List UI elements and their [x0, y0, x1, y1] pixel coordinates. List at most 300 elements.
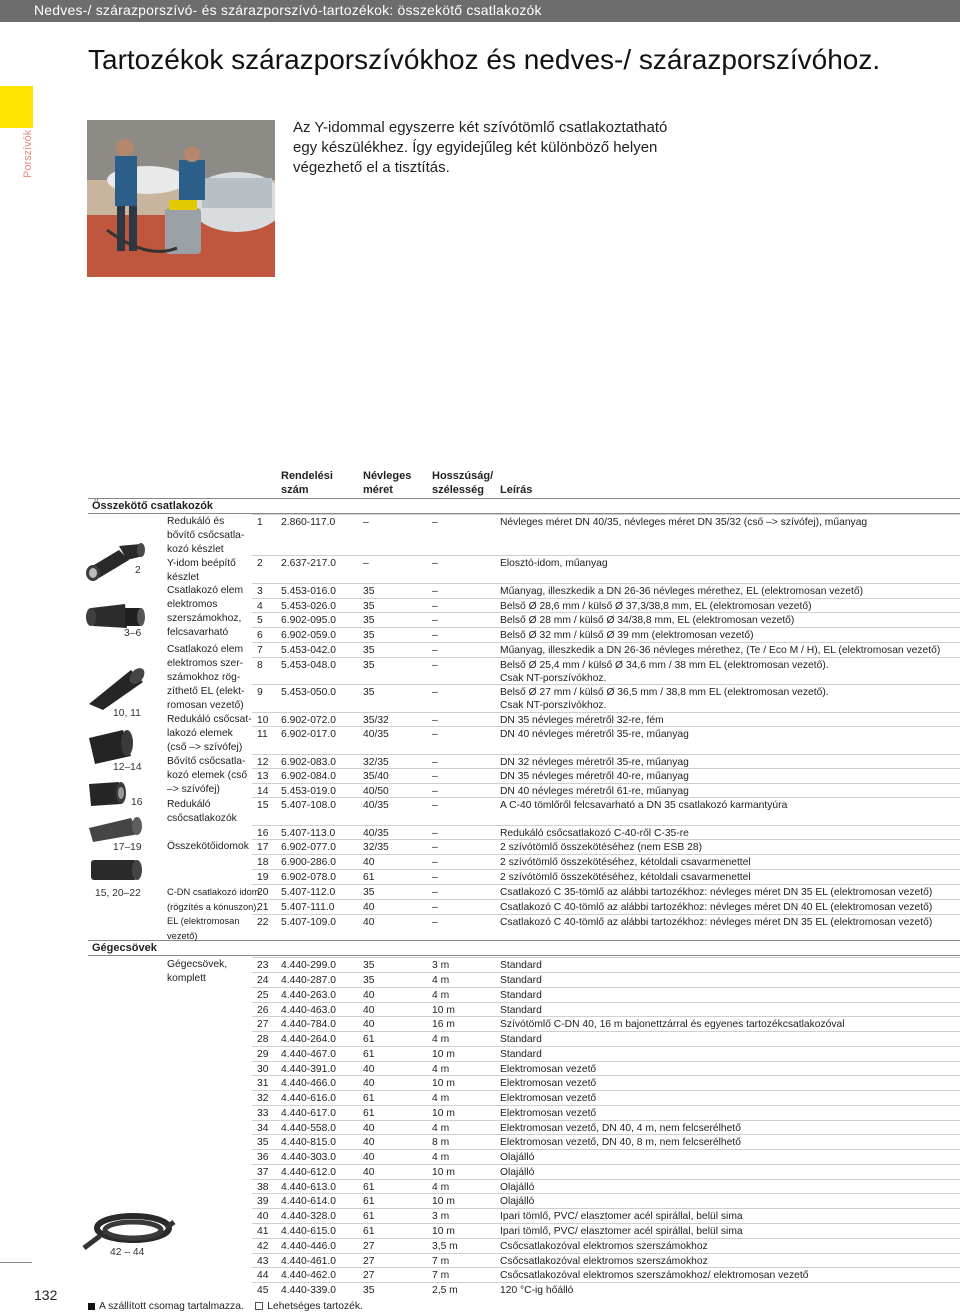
- header-rule: [88, 498, 960, 499]
- row-divider: [252, 825, 960, 826]
- nominal-size-cell: 32/35: [363, 842, 389, 853]
- order-number-cell: 6.902-083.0: [281, 757, 336, 768]
- row-divider: [252, 1134, 960, 1135]
- group-label: [167, 515, 244, 557]
- order-number-cell: 4.440-613.0: [281, 1182, 336, 1193]
- row-divider: [252, 1046, 960, 1047]
- description-cell: Műanyag, illeszkedik a DN 26-36 névleges mérethez, EL (elektromosan vezető): [500, 586, 864, 597]
- length-cell: 10 m: [432, 1226, 455, 1237]
- image-label: 12–14: [113, 762, 142, 773]
- length-cell: 7 m: [432, 1256, 450, 1267]
- description-cell: DN 40 névleges méretről 35-re, műanyag: [500, 729, 689, 740]
- nominal-size-cell: 40: [363, 1078, 375, 1089]
- top-bar: [0, 0, 960, 22]
- order-number-cell: 2.637-217.0: [281, 558, 336, 569]
- order-number-cell: 4.440-466.0: [281, 1078, 336, 1089]
- description-cell: Csatlakozó C 40-tömlő az alábbi tartozékhoz: névleges méret DN 40 EL (elektromosan vezető): [500, 902, 933, 913]
- description-cell: Standard: [500, 960, 542, 971]
- row-divider: [252, 1105, 960, 1106]
- col-size-header: [363, 469, 411, 497]
- description-cell: DN 35 névleges méretről 40-re, műanyag: [500, 771, 689, 782]
- order-number-cell: 4.440-462.0: [281, 1270, 336, 1281]
- length-cell: 3,5 m: [432, 1241, 458, 1252]
- row-divider: [252, 514, 960, 515]
- col-order-header: [281, 469, 333, 497]
- group-label-line: elektromos szer-: [167, 658, 244, 669]
- order-number-cell: 4.440-784.0: [281, 1019, 336, 1030]
- item-number-cell: 3: [257, 586, 263, 597]
- length-cell: –: [432, 615, 438, 626]
- order-number-cell: 4.440-339.0: [281, 1285, 336, 1296]
- length-cell: 8 m: [432, 1137, 450, 1148]
- description-cell: Elosztó-idom, műanyag: [500, 558, 608, 569]
- empty-square-icon: [255, 1302, 263, 1310]
- description-cell: Redukáló csőcsatlakozó C-40-ről C-35-re: [500, 828, 689, 839]
- description-cell: Műanyag, illeszkedik a DN 26-36 névleges mérethez, (Te / Eco M / H), EL (elektromosan vezető): [500, 645, 941, 656]
- group-label: [167, 885, 259, 943]
- item-number-cell: 31: [257, 1078, 269, 1089]
- order-number-cell: 4.440-617.0: [281, 1108, 336, 1119]
- order-number-cell: 4.440-615.0: [281, 1226, 336, 1237]
- length-cell: –: [432, 645, 438, 656]
- order-number-cell: 6.902-072.0: [281, 715, 336, 726]
- group-label-line: zíthető EL (elekt-: [167, 686, 245, 697]
- nominal-size-cell: –: [363, 558, 369, 569]
- row-divider: [252, 598, 960, 599]
- description-cell: Csőcsatlakozóval elektromos szerszámokhoz/ elektromosan vezető: [500, 1270, 809, 1281]
- description-cell: Belső Ø 32 mm / külső Ø 39 mm (elektromosan vezető): [500, 630, 754, 641]
- length-cell: 16 m: [432, 1019, 455, 1030]
- col-length-header-line1: Hosszúság/: [432, 470, 494, 482]
- row-divider: [252, 1238, 960, 1239]
- length-cell: –: [432, 715, 438, 726]
- nominal-size-cell: 40: [363, 917, 375, 928]
- order-number-cell: 4.440-558.0: [281, 1123, 336, 1134]
- group-label-line: Redukáló és: [167, 516, 225, 527]
- item-number-cell: 26: [257, 1005, 269, 1016]
- description-cell: Szívótömlő C-DN 40, 16 m bajonettzárral és egyenes tartozékcsatlakozóval: [500, 1019, 845, 1030]
- item-number-cell: 33: [257, 1108, 269, 1119]
- item-number-cell: 9: [257, 687, 263, 698]
- order-number-cell: 4.440-616.0: [281, 1093, 336, 1104]
- description-cell: Belső Ø 28,6 mm / külső Ø 37,3/38,8 mm, EL (elektromosan vezető): [500, 601, 812, 612]
- order-number-cell: 4.440-612.0: [281, 1167, 336, 1178]
- group-label-line: felcsavarható: [167, 627, 229, 638]
- row-divider: [252, 555, 960, 556]
- item-number-cell: 32: [257, 1093, 269, 1104]
- order-number-cell: 4.440-264.0: [281, 1034, 336, 1045]
- row-divider: [252, 1090, 960, 1091]
- accent-tab: [0, 86, 33, 128]
- image-label: 3–6: [124, 628, 142, 639]
- row-divider: [252, 1164, 960, 1165]
- nominal-size-cell: 27: [363, 1270, 375, 1281]
- item-number-cell: 16: [257, 828, 269, 839]
- description-cell: Elektromosan vezető: [500, 1108, 597, 1119]
- item-number-cell: 24: [257, 975, 269, 986]
- row-divider: [252, 712, 960, 713]
- description-cell: Elektromosan vezető, DN 40, 8 m, nem felcserélhető: [500, 1137, 741, 1148]
- row-divider: [252, 783, 960, 784]
- intro-line: Az Y-idommal egyszerre két szívótömlő csatlakoztatható: [293, 119, 668, 136]
- filled-square-icon: [88, 1303, 95, 1310]
- row-divider: [252, 1002, 960, 1003]
- description-cell: DN 40 névleges méretről 61-re, műanyag: [500, 786, 689, 797]
- group-label: [167, 958, 227, 986]
- nominal-size-cell: 35: [363, 601, 375, 612]
- group-label-line: (rögzítés a kónuszon),: [167, 901, 259, 912]
- row-divider: [252, 612, 960, 613]
- description-cell: 2 szívótömlő összekötéséhez, kétoldali csavarmenettel: [500, 872, 751, 883]
- image-label: 17–19: [113, 842, 142, 853]
- length-cell: 10 m: [432, 1005, 455, 1016]
- order-number-cell: 4.440-303.0: [281, 1152, 336, 1163]
- nominal-size-cell: 35: [363, 687, 375, 698]
- intro-line: végezhető el a tisztítás.: [293, 159, 450, 176]
- description-cell: Csak NT-porszívókhoz.: [500, 673, 607, 684]
- section-hoses: Gégecsövek: [92, 942, 157, 954]
- length-cell: –: [432, 800, 438, 811]
- order-number-cell: 4.440-287.0: [281, 975, 336, 986]
- nominal-size-cell: 61: [363, 1049, 375, 1060]
- connector-image: [85, 814, 147, 844]
- description-cell: Elektromosan vezető: [500, 1093, 597, 1104]
- group-label-line: C-DN csatlakozó idom: [167, 887, 260, 897]
- col-length-header: [432, 469, 493, 497]
- group-label-line: EL (elektromosan: [167, 916, 240, 926]
- row-divider: [252, 1179, 960, 1180]
- length-cell: –: [432, 828, 438, 839]
- item-number-cell: 35: [257, 1137, 269, 1148]
- order-number-cell: 6.902-084.0: [281, 771, 336, 782]
- group-label-line: kozó elemek (cső: [167, 770, 248, 781]
- nominal-size-cell: 61: [363, 1196, 375, 1207]
- nominal-size-cell: 40: [363, 902, 375, 913]
- item-number-cell: 15: [257, 800, 269, 811]
- nominal-size-cell: 40/35: [363, 729, 389, 740]
- nominal-size-cell: 61: [363, 1108, 375, 1119]
- group-label-line: romosan vezető): [167, 700, 244, 711]
- breadcrumb: Nedves-/ szárazporszívó- és szárazporszívó-tartozékok: összekötő csatlakozók: [34, 2, 542, 18]
- group-label-line: Y-idom beépítő: [167, 558, 236, 569]
- row-divider: [252, 914, 960, 915]
- description-cell: Standard: [500, 1005, 542, 1016]
- hose-reducer-image: [85, 776, 135, 810]
- description-cell: Olajálló: [500, 1182, 535, 1193]
- legend-supplied: A szállított csomag tartalmazza.: [99, 1301, 244, 1312]
- col-order-header-line2: szám: [281, 484, 309, 496]
- group-label-line: vezető): [167, 930, 198, 941]
- group-label-line: Csatlakozó elem: [167, 644, 244, 655]
- row-divider: [252, 869, 960, 870]
- item-number-cell: 10: [257, 715, 269, 726]
- length-cell: –: [432, 771, 438, 782]
- length-cell: 7 m: [432, 1270, 450, 1281]
- nominal-size-cell: 35: [363, 887, 375, 898]
- nominal-size-cell: 61: [363, 1211, 375, 1222]
- length-cell: 10 m: [432, 1108, 455, 1119]
- nominal-size-cell: 35: [363, 586, 375, 597]
- description-cell: Olajálló: [500, 1167, 535, 1178]
- section-connectors: Összekötő csatlakozók: [92, 500, 214, 512]
- item-number-cell: 18: [257, 857, 269, 868]
- length-cell: –: [432, 917, 438, 928]
- group-label-line: Bővítő csőcsatla-: [167, 756, 246, 767]
- c-dn-connector-image: [85, 850, 147, 890]
- order-number-cell: 5.453-019.0: [281, 786, 336, 797]
- length-cell: 4 m: [432, 1152, 450, 1163]
- group-label-line: (cső –> szívófej): [167, 742, 243, 753]
- nominal-size-cell: 40/35: [363, 800, 389, 811]
- image-label: 10, 11: [113, 708, 141, 719]
- row-divider: [252, 1282, 960, 1283]
- group-label: [167, 584, 243, 640]
- order-number-cell: 6.902-077.0: [281, 842, 336, 853]
- col-desc-header: Leírás: [500, 484, 533, 496]
- item-number-cell: 2: [257, 558, 263, 569]
- side-section-label: Porszívók: [22, 129, 34, 178]
- length-cell: 2,5 m: [432, 1285, 458, 1296]
- description-cell: Elektromosan vezető: [500, 1078, 597, 1089]
- length-cell: –: [432, 757, 438, 768]
- item-number-cell: 12: [257, 757, 269, 768]
- length-cell: 10 m: [432, 1167, 455, 1178]
- length-cell: 10 m: [432, 1049, 455, 1060]
- description-cell: DN 35 névleges méretről 32-re, fém: [500, 715, 664, 726]
- group-label-line: Redukáló csőcsat-: [167, 714, 252, 725]
- nominal-size-cell: 61: [363, 1034, 375, 1045]
- item-number-cell: 22: [257, 917, 269, 928]
- item-number-cell: 7: [257, 645, 263, 656]
- item-number-cell: 21: [257, 902, 269, 913]
- length-cell: –: [432, 558, 438, 569]
- length-cell: 4 m: [432, 1182, 450, 1193]
- footer-legend: [88, 1301, 363, 1312]
- order-number-cell: 4.440-299.0: [281, 960, 336, 971]
- group-label-line: készlet: [167, 572, 200, 583]
- description-cell: Standard: [500, 990, 542, 1001]
- order-number-cell: 4.440-328.0: [281, 1211, 336, 1222]
- description-cell: Standard: [500, 1034, 542, 1045]
- length-cell: –: [432, 660, 438, 671]
- description-cell: Ipari tömlő, PVC/ elasztomer acél spirállal, belül sima: [500, 1226, 743, 1237]
- legend-possible: Lehetséges tartozék.: [267, 1301, 363, 1312]
- row-divider: [252, 1149, 960, 1150]
- nominal-size-cell: 40: [363, 1005, 375, 1016]
- length-cell: –: [432, 842, 438, 853]
- description-cell: Névleges méret DN 40/35, névleges méret DN 35/32 (cső –> szívófej), műanyag: [500, 517, 868, 528]
- length-cell: 4 m: [432, 1123, 450, 1134]
- group-label: [167, 798, 237, 826]
- item-number-cell: 38: [257, 1182, 269, 1193]
- description-cell: Ipari tömlő, PVC/ elasztomer acél spirállal, belül sima: [500, 1211, 743, 1222]
- description-cell: Csak NT-porszívókhoz.: [500, 700, 607, 711]
- item-number-cell: 45: [257, 1285, 269, 1296]
- description-cell: Standard: [500, 1049, 542, 1060]
- nominal-size-cell: 40: [363, 990, 375, 1001]
- order-number-cell: 5.453-042.0: [281, 645, 336, 656]
- item-number-cell: 5: [257, 615, 263, 626]
- col-length-header-line2: szélesség: [432, 484, 484, 496]
- length-cell: 10 m: [432, 1078, 455, 1089]
- order-number-cell: 6.902-059.0: [281, 630, 336, 641]
- nominal-size-cell: 32/35: [363, 757, 389, 768]
- length-cell: –: [432, 630, 438, 641]
- group-label: [167, 755, 247, 797]
- group-label: [167, 713, 252, 755]
- order-number-cell: 6.902-095.0: [281, 615, 336, 626]
- length-cell: –: [432, 517, 438, 528]
- row-divider: [252, 797, 960, 798]
- length-cell: 4 m: [432, 975, 450, 986]
- item-number-cell: 34: [257, 1123, 269, 1134]
- row-divider: [252, 899, 960, 900]
- item-number-cell: 30: [257, 1064, 269, 1075]
- group-label-line: számokhoz rög-: [167, 672, 241, 683]
- nominal-size-cell: 35: [363, 630, 375, 641]
- length-cell: –: [432, 902, 438, 913]
- item-number-cell: 14: [257, 786, 269, 797]
- nominal-size-cell: 35: [363, 975, 375, 986]
- item-number-cell: 13: [257, 771, 269, 782]
- item-number-cell: 42: [257, 1241, 269, 1252]
- group-label: [167, 557, 236, 585]
- product-photo: [87, 120, 275, 277]
- nominal-size-cell: 61: [363, 1093, 375, 1104]
- order-number-cell: 4.440-463.0: [281, 1005, 336, 1016]
- description-cell: A C-40 tömlőről felcsavarható a DN 35 csatlakozó karmantyúra: [500, 800, 788, 811]
- row-divider: [252, 854, 960, 855]
- group-label-line: Összekötőidomok: [167, 841, 249, 852]
- section-rule: [88, 955, 960, 956]
- order-number-cell: 5.453-016.0: [281, 586, 336, 597]
- item-number-cell: 29: [257, 1049, 269, 1060]
- order-number-cell: 4.440-391.0: [281, 1064, 336, 1075]
- nominal-size-cell: 40: [363, 1064, 375, 1075]
- description-cell: Olajálló: [500, 1152, 535, 1163]
- item-number-cell: 41: [257, 1226, 269, 1237]
- nominal-size-cell: 35: [363, 615, 375, 626]
- order-number-cell: 2.860-117.0: [281, 517, 336, 528]
- row-divider: [252, 657, 960, 658]
- group-label-line: lakozó elemek: [167, 728, 233, 739]
- page-number-rule: [0, 1262, 32, 1263]
- length-cell: –: [432, 857, 438, 868]
- length-cell: –: [432, 729, 438, 740]
- row-divider: [252, 754, 960, 755]
- group-label-line: kozó készlet: [167, 544, 224, 555]
- order-number-cell: 5.453-048.0: [281, 660, 336, 671]
- group-label-line: Gégecsövek,: [167, 959, 228, 970]
- intro-line: egy készülékhez. Így egyidejűleg két különböző helyen: [293, 139, 658, 156]
- item-number-cell: 6: [257, 630, 263, 641]
- page-number: 132: [34, 1287, 58, 1303]
- length-cell: –: [432, 687, 438, 698]
- image-label: 42 – 44: [110, 1247, 145, 1258]
- row-divider: [252, 627, 960, 628]
- description-cell: Belső Ø 27 mm / külső Ø 36,5 mm / 38,8 mm EL (elektromosan vezető).: [500, 687, 829, 698]
- nominal-size-cell: 35: [363, 660, 375, 671]
- order-number-cell: 4.440-461.0: [281, 1256, 336, 1267]
- intro-text: [293, 118, 713, 178]
- length-cell: 4 m: [432, 990, 450, 1001]
- description-cell: Standard: [500, 975, 542, 986]
- item-number-cell: 40: [257, 1211, 269, 1222]
- description-cell: Belső Ø 28 mm / külső Ø 34/38,8 mm, EL (elektromosan vezető): [500, 615, 795, 626]
- row-divider: [252, 642, 960, 643]
- length-cell: 4 m: [432, 1064, 450, 1075]
- order-number-cell: 5.407-113.0: [281, 828, 336, 839]
- item-number-cell: 11: [257, 729, 268, 740]
- row-divider: [252, 957, 960, 958]
- row-divider: [252, 839, 960, 840]
- item-number-cell: 37: [257, 1167, 269, 1178]
- description-cell: Csatlakozó C 35-tömlő az alábbi tartozékhoz: névleges méret DN 35 EL (elektromosan vezető): [500, 887, 933, 898]
- item-number-cell: 44: [257, 1270, 269, 1281]
- row-divider: [252, 884, 960, 885]
- row-divider: [252, 583, 960, 584]
- image-label: 2: [135, 565, 141, 576]
- length-cell: 3 m: [432, 1211, 450, 1222]
- order-number-cell: 5.407-111.0: [281, 902, 335, 913]
- row-divider: [252, 1031, 960, 1032]
- nominal-size-cell: 40: [363, 1123, 375, 1134]
- order-number-cell: 5.453-050.0: [281, 687, 336, 698]
- row-divider: [252, 1061, 960, 1062]
- description-cell: 2 szívótömlő összekötéséhez (nem ESB 28): [500, 842, 703, 853]
- item-number-cell: 1: [257, 517, 263, 528]
- item-number-cell: 17: [257, 842, 269, 853]
- order-number-cell: 6.900-286.0: [281, 857, 336, 868]
- order-number-cell: 4.440-446.0: [281, 1241, 336, 1252]
- row-divider: [252, 768, 960, 769]
- row-divider: [252, 1223, 960, 1224]
- order-number-cell: 6.902-017.0: [281, 729, 336, 740]
- row-divider: [252, 1075, 960, 1076]
- image-label: 15, 20–22: [95, 888, 141, 899]
- nominal-size-cell: 40/35: [363, 828, 389, 839]
- group-label-line: komplett: [167, 973, 206, 984]
- item-number-cell: 4: [257, 601, 263, 612]
- nominal-size-cell: 35/32: [363, 715, 389, 726]
- nominal-size-cell: 27: [363, 1241, 375, 1252]
- row-divider: [252, 972, 960, 973]
- description-cell: Olajálló: [500, 1196, 535, 1207]
- item-number-cell: 20: [257, 887, 269, 898]
- reducer-image: [85, 664, 147, 712]
- group-label: [167, 643, 244, 713]
- order-number-cell: 4.440-614.0: [281, 1196, 336, 1207]
- description-cell: DN 32 névleges méretről 35-re, műanyag: [500, 757, 689, 768]
- item-number-cell: 19: [257, 872, 269, 883]
- order-number-cell: 5.407-112.0: [281, 887, 336, 898]
- nominal-size-cell: 35: [363, 1285, 375, 1296]
- nominal-size-cell: 40: [363, 1019, 375, 1030]
- group-label-line: szerszámokhoz,: [167, 613, 242, 624]
- group-label-line: Redukáló: [167, 799, 211, 810]
- row-divider: [252, 1208, 960, 1209]
- description-cell: 2 szívótömlő összekötéséhez, kétoldali csavarmenettel: [500, 857, 751, 868]
- order-number-cell: 5.407-108.0: [281, 800, 336, 811]
- group-label-line: –> szívófej): [167, 784, 220, 795]
- nominal-size-cell: 40: [363, 1167, 375, 1178]
- item-number-cell: 43: [257, 1256, 269, 1267]
- description-cell: Csőcsatlakozóval elektromos szerszámokhoz: [500, 1256, 708, 1267]
- length-cell: –: [432, 786, 438, 797]
- nominal-size-cell: 27: [363, 1256, 375, 1267]
- nominal-size-cell: 35/40: [363, 771, 389, 782]
- row-divider: [252, 987, 960, 988]
